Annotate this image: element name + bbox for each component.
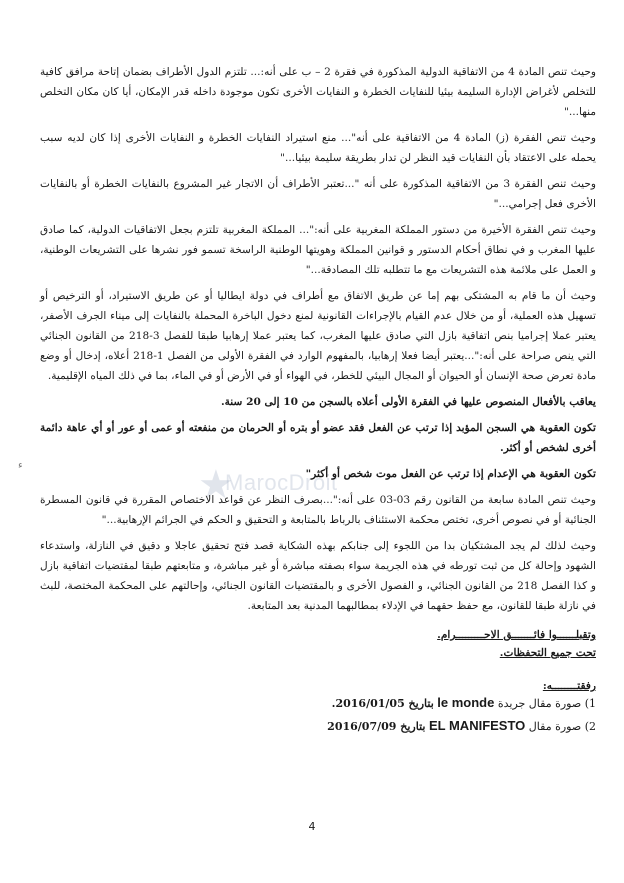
attachment-item-2 [40,715,596,738]
attachment-prefix: صورة مقال جريدة [497,697,582,710]
paragraph-3: وحيث تنص الفقرة 3 من الاتفاقية المذكورة على أنه "...تعتبر الأطراف أن الاتجار غير المشروع بالنفايات الخطرة أو بالنفايات الأخرى فعل إجرامي..." [40,178,596,210]
paragraph-4: وحيث تنص الفقرة الأخيرة من دستور المملكة المغربية على أنه:"... المملكة المغربية تلتزم بجعل الاتفاقيات الدولية، كما صادق عليها المغرب و في نطاق أحكام الدستور و قوانين المملكة وهويتها الوطنية الراسخة تسمو فور نشرها على التشريعات الوطنية، و العمل على ملائمة هذه التشريعات مع ما تتطلبه تلك المصادقة..." [40,224,596,276]
closing-block [40,626,596,662]
attachment-name: le monde [437,695,495,710]
attachment-num: 2) [584,720,596,733]
document-body [40,62,596,738]
paragraph-7: تكون العقوبة هي السجن المؤبد إذا ترتب عن الفعل فقد عضو أو بتره أو الحرمان من منفعته أو عمى أو عور أو أي عاهة دائمة أخرى لشخص أو أكثر. [40,422,596,454]
attachments-title: رفقتــــــــه: [542,680,596,692]
paragraph-1: وحيث تنص المادة 4 من الاتفاقية الدولية المذكورة في فقرة 2 – ب على أنه:... تلتزم الدول الأطراف بضمان إتاحة مرافق كافية للتخلص لأغراض الإدارة السليمة بيئيا للنفايات الخطرة و النفايات الأخرى تكون موجودة داخله قدر الإمكان، أيا كان مكان التخلص منها..." [40,66,596,118]
paragraph-8: تكون العقوبة هي الإعدام إذا ترتب عن الفعل موت شخص أو أكثر" [305,468,596,480]
watermark-star-icon: ★ [198,462,234,508]
paragraph-6: يعاقب بالأفعال المنصوص عليها في الفقرة الأولى أعلاه بالسجن من 10 إلى 20 سنة. [220,396,596,408]
paragraph-2: وحيث تنص الفقرة (ز) المادة 4 من الاتفاقية على أنه"... منع استيراد النفايات الخطرة و النفايات الأخرى إذا كان لديه سبب يحمله على الاعتقاد بأن النفايات قيد النظر لن تدار بطريقة سليمة بيئيا..." [40,132,597,164]
attachment-item-1 [40,692,596,715]
closing-reservations: تحت جميع التحفظات. [499,647,596,659]
paragraph-9: وحيث تنص المادة سابعة من القانون رقم 03-03 على أنه:"...بصرف النظر عن قواعد الاختصاص المقررة في قانون المسطرة الجنائية أو في نصوص أخرى، تختص محكمة الاستئناف بالرباط بالمتابعة و التحقيق و الحكم في الجرائم الإرهابية..." [40,494,596,526]
margin-mark: ء [18,460,23,471]
closing-regards: وتقبلــــــوا فائـــــــق الاحـــــــــرام. [437,629,596,641]
paragraph-5: وحيث أن ما قام به المشتكى بهم إما عن طريق الاتفاق مع أطراف في دولة ايطاليا أو عن طريق الاستيراد، أو الترخيص أو تسهيل هذه العملية، أو من خلال عدم القيام بالإجراءات القانونية لمنع دخول الباخرة المحملة بالنفايات إلى ميناء الجرف الأصفر، يعتبر عملا إجراميا بنص اتفاقية بازل التي صادق عليها المغرب، كما يعتبر عملا إرهابيا طبقا للفصل 3-218 من القانون الجنائي التي ينص صراحة على أنه:"...يعتبر أيضا فعلا إرهابيا، بالمفهوم الوارد في الفقرة الأولى من الفصل 1-218 أعلاه، إدخال أو وضع مادة تعرض صحة الإنسان أو الحيوان أو المجال البيئي للخطر، في الهواء أو في الأرض أو في الماء، بما في ذلك المياه الإقليمية. [40,290,596,382]
paragraph-10: وحيث لذلك لم يجد المشتكيان بدا من اللجوء إلى جنابكم بهذه الشكاية قصد فتح تحقيق عاجلا و دقيق في النازلة، واستدعاء الشهود وإحالة كل من ثبت تورطه في هذه الجريمة سواء بصفته مباشرة أو غير مباشرة، و متابعتهم طبقا لمقتضيات اتفاقية بازل و كذا الفصل 218 من القانون الجنائي، و الفصول الأخرى و بالمقتضيات القانون الجنائي، وإحالتهم على المحكمة المختصة، للبث في نازلة طبقا للقانون، مع حفظ حقهما في الإدلاء بمطالبهما المدنية بعد المتابعة. [40,540,596,612]
attachment-name: EL MANIFESTO [428,718,526,733]
attachment-num: 1) [584,697,596,710]
attachment-suffix: بتاريخ 2016/01/05. [331,697,434,710]
attachment-suffix: بتاريخ 2016/07/09 [327,720,426,733]
page-number: 4 [308,820,316,833]
attachment-prefix: صورة مقال [528,720,582,733]
watermark: MarocDroit [225,470,338,495]
